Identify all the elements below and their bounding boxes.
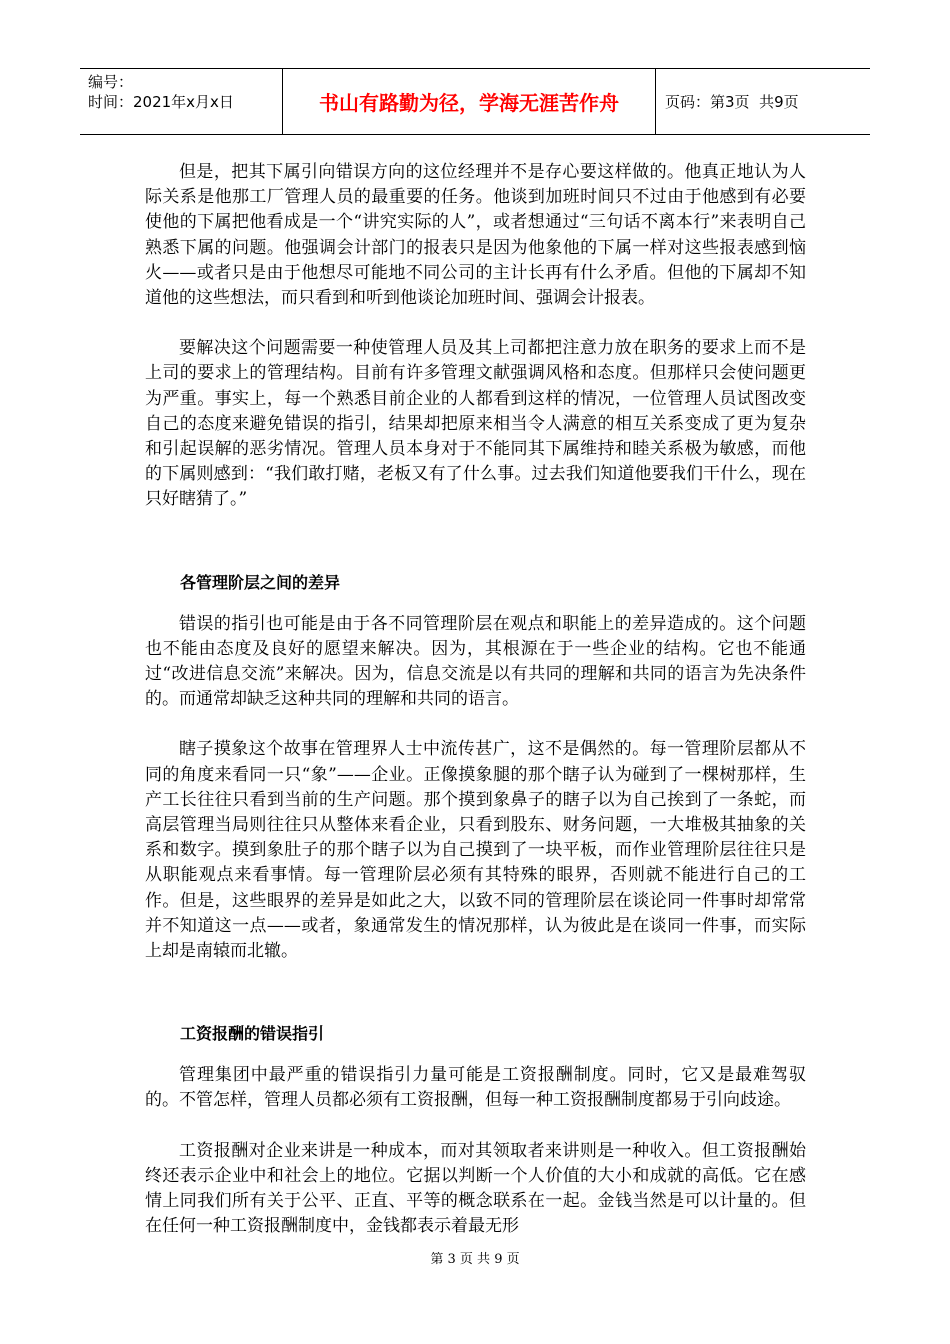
document-date-label: 时间：2021年x月x日 bbox=[88, 93, 234, 111]
paragraph: 错误的指引也可能是由于各不同管理阶层在观点和职能上的差异造成的。这个问题也不能由态度及良好的愿望来解决。因为，其根源在于一些企业的结构。它也不能通过“改进信息交流”来解决。因为，信息交流是以有共同的理解和共同的语言为先决条件的。而通常却缺乏这种共同的理解和共同的语言。 bbox=[145, 613, 806, 710]
section-heading: 工资报酬的错误指引 bbox=[180, 1024, 325, 1044]
header-meta bbox=[88, 72, 276, 112]
paragraph: 但是，把其下属引向错误方向的这位经理并不是存心要这样做的。他真正地认为人际关系是他那工厂管理人员的最重要的任务。他谈到加班时间只不过由于他感到有必要使他的下属把他看成是一个“讲究实际的人”，或者想通过“三句话不离本行”来表明自己熟悉下属的问题。他强调会计部门的报表只是因为他象他的下属一样对这些报表感到恼火——或者只是由于他想尽可能地不同公司的主计长再有什么矛盾。但他的下属却不知道他的这些想法，而只看到和听到他谈论加班时间、强调会计报表。 bbox=[145, 162, 806, 309]
document-body bbox=[145, 160, 806, 1240]
paragraph: 工资报酬对企业来讲是一种成本，而对其领取者来讲则是一种收入。但工资报酬始终还表示企业中和社会上的地位。它据以判断一个人价值的大小和成就的高低。它在感情上同我们所有关于公平、正直、平等的概念联系在一起。金钱当然是可以计量的。但在任何一种工资报酬制度中，金钱都表示着最无形 bbox=[145, 1140, 806, 1237]
header-page-info: 页码：第3页 共9页 bbox=[665, 93, 799, 111]
document-number-label: 编号： bbox=[88, 73, 134, 91]
page-header bbox=[80, 68, 870, 135]
paragraph: 瞎子摸象这个故事在管理界人士中流传甚广，这不是偶然的。每一管理阶层都从不同的角度来看同一只“象”——企业。正像摸象腿的那个瞎子认为碰到了一棵树那样，生产工长往往只看到当前的生产问题。那个摸到象鼻子的瞎子以为自己挨到了一条蛇，而高层管理当局则往往只从整体来看企业，只看到股东、财务问题，一大堆极其抽象的关系和数字。摸到象肚子的那个瞎子以为自己摸到了一块平板，而作业管理阶层往往只是从职能观点来看事情。每一管理阶层必须有其特殊的眼界，否则就不能进行自己的工作。但是，这些眼界的差异是如此之大，以致不同的管理阶层在谈论同一件事时却常常并不知道这一点——或者，象通常发生的情况那样，认为彼此是在谈同一件事，而实际上却是南辕而北辙。 bbox=[145, 739, 806, 962]
paragraph: 管理集团中最严重的错误指引力量可能是工资报酬制度。同时，它又是最难驾驭的。不管怎样，管理人员都必须有工资报酬，但每一种工资报酬制度都易于引向歧途。 bbox=[145, 1065, 806, 1111]
paragraph: 要解决这个问题需要一种使管理人员及其上司都把注意力放在职务的要求上而不是上司的要求上的管理结构。目前有许多管理文献强调风格和态度。但那样只会使问题更为严重。事实上，每一个熟悉目前企业的人都看到这样的情况，一位管理人员试图改变自己的态度来避免错误的指引，结果却把原来相当令人满意的相互关系变成了更为复杂和引起误解的恶劣情况。管理人员本身对于不能同其下属维持和睦关系极为敏感，而他的下属则感到：“我们敢打赌，老板又有了什么事。过去我们知道他要我们干什么，现在只好瞎猜了。” bbox=[145, 338, 806, 510]
header-divider bbox=[655, 69, 656, 134]
page-footer: 第 3 页 共 9 页 bbox=[430, 1252, 520, 1267]
header-motto: 书山有路勤为径，学海无涯苦作舟 bbox=[319, 91, 619, 115]
section-heading: 各管理阶层之间的差异 bbox=[180, 572, 341, 592]
